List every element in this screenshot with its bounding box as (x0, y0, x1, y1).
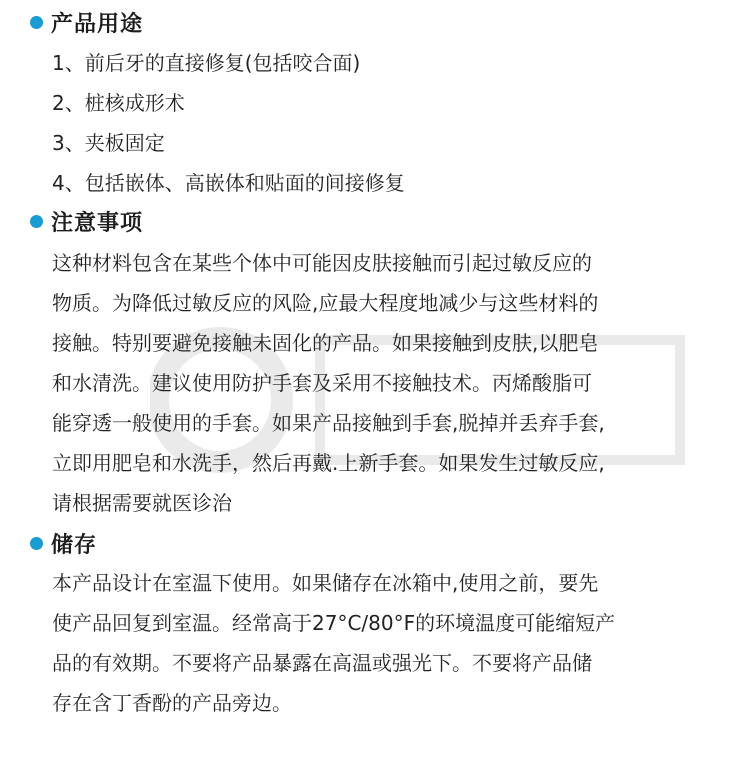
bullet-icon (30, 537, 43, 550)
usage-title: 产品用途 (51, 11, 144, 37)
storage-line: 品的有效期。不要将产品暴露在高温或强光下。不要将产品储 (52, 651, 592, 675)
precautions-line: 物质。为降低过敏反应的风险,应最大程度地减少与这些材料的 (52, 291, 599, 315)
usage-item: 2、桩核成形术 (52, 91, 185, 115)
precautions-heading (30, 203, 143, 239)
usage-item: 1、前后牙的直接修复(包括咬合面) (52, 51, 361, 75)
usage-heading (30, 4, 143, 40)
storage-heading (30, 525, 97, 561)
precautions-line: 能穿透一般使用的手套。如果产品接触到手套,脱掉并丢弃手套, (52, 411, 605, 435)
precautions-line: 立即用肥皂和水洗手，然后再戴.上新手套。如果发生过敏反应, (52, 451, 605, 475)
precautions-line: 接触。特别要避免接触未固化的产品。如果接触到皮肤,以肥皂 (52, 331, 599, 355)
bullet-icon (30, 16, 43, 29)
storage-title: 储存 (51, 532, 98, 558)
precautions-line: 请根据需要就医诊治 (52, 491, 232, 515)
storage-line: 存在含丁香酚的产品旁边。 (52, 691, 292, 715)
storage-line: 使产品回复到室温。经常高于27°C/80°F的环境温度可能缩短产 (52, 611, 616, 635)
bullet-icon (30, 215, 43, 228)
storage-line: 本产品设计在室温下使用。如果储存在冰箱中,使用之前，要先 (52, 571, 599, 595)
precautions-title: 注意事项 (51, 210, 144, 236)
precautions-line: 这种材料包含在某些个体中可能因皮肤接触而引起过敏反应的 (52, 251, 592, 275)
usage-item: 4、包括嵌体、高嵌体和贴面的间接修复 (52, 171, 405, 195)
precautions-line: 和水清洗。建议使用防护手套及采用不接触技术。丙烯酸脂可 (52, 371, 592, 395)
usage-item: 3、夹板固定 (52, 131, 165, 155)
